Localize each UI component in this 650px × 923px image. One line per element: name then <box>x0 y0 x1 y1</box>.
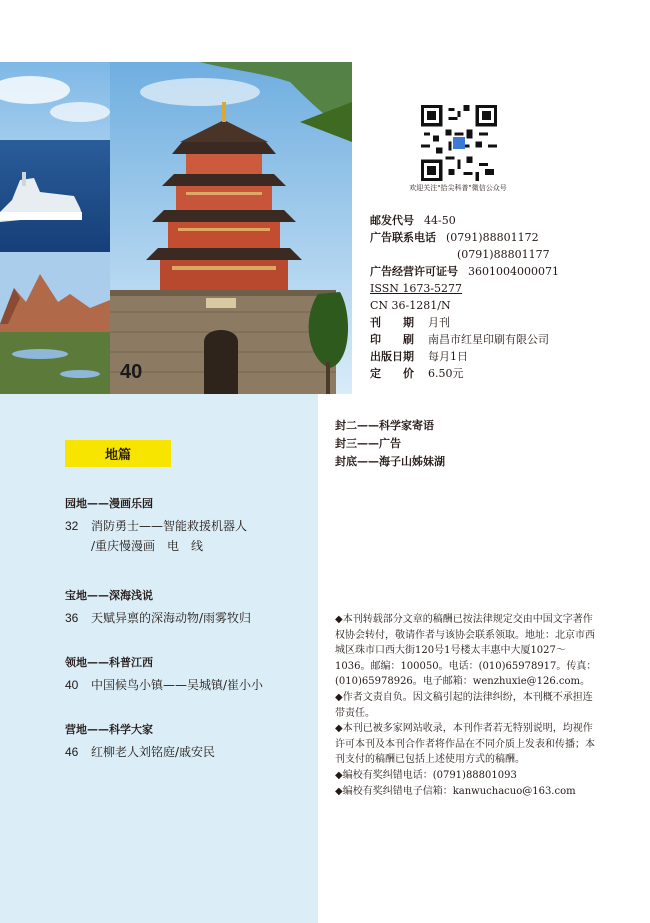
info-value: CN 36-1281/N <box>370 299 451 312</box>
info-value: (0791)88801177 <box>457 248 550 261</box>
info-value: 6.50元 <box>428 367 464 380</box>
info-value: 每月1日 <box>428 350 468 363</box>
cover-note: 封三——广告 <box>335 437 401 450</box>
note-paragraph: ◆编校有奖纠错电子信箱：kanwuchacuo@163.com <box>335 785 576 797</box>
info-label: 刊 期 <box>370 316 414 329</box>
info-row <box>370 229 559 246</box>
info-row <box>370 212 559 229</box>
info-row <box>370 297 559 314</box>
toc-section <box>65 656 315 695</box>
legal-notes <box>335 612 597 799</box>
info-label: 出版日期 <box>370 350 414 363</box>
section-heading: 宝地——深海浅说 <box>65 589 153 602</box>
info-row <box>370 365 559 382</box>
info-label: 广告联系电话 <box>370 231 436 244</box>
toc-title: 红柳老人刘铭庭/戚安民 <box>91 745 216 759</box>
qr-caption: 欢迎关注"拾尖科普"微信公众号 <box>409 184 507 192</box>
cover-note: 封底——海子山姊妹湖 <box>335 455 445 468</box>
section-heading: 领地——科普江西 <box>65 656 153 669</box>
note-paragraph: ◆编校有奖纠错电话：(0791)88801093 <box>335 769 517 781</box>
toc-page-number: 36 <box>65 611 79 625</box>
info-row <box>370 263 559 280</box>
toc-page-number: 32 <box>65 519 79 533</box>
category-badge: 地篇 <box>65 440 171 467</box>
toc-entry[interactable] <box>65 675 315 695</box>
toc-title: 天赋异禀的深海动物/雨雾牧归 <box>91 611 252 625</box>
info-value: 44-50 <box>424 214 456 227</box>
toc-section <box>65 497 315 556</box>
info-label: 邮发代号 <box>370 214 414 227</box>
info-row <box>370 314 559 331</box>
publication-info <box>370 212 559 382</box>
info-label: 印 刷 <box>370 333 414 346</box>
note-paragraph: ◆本刊转载部分文章的稿酬已按法律规定交由中国文字著作权协会转付，敬请作者与该协会联系领取。地址：北京市西城区珠市口西大街120号1号楼太丰惠中大厦1027～1036。邮编：100050。电话：(010)65978917。传真：(010)65978926。电子邮箱：wenzhuxie@126.com。 <box>335 614 597 688</box>
info-value: 南昌市红星印刷有限公司 <box>428 333 549 346</box>
cover-photo-collage <box>0 62 352 394</box>
toc-page-number: 46 <box>65 745 79 759</box>
toc-entry[interactable] <box>65 516 315 536</box>
info-row <box>370 280 559 297</box>
info-value: 3601004000071 <box>468 265 559 278</box>
info-row <box>370 348 559 365</box>
toc-title: 消防勇士——智能救援机器人 <box>91 519 248 533</box>
cover-note: 封二——科学家寄语 <box>335 419 434 432</box>
info-value: (0791)88801172 <box>446 231 539 244</box>
toc-entry[interactable] <box>65 608 315 628</box>
note-paragraph: ◆作者文责自负。因文稿引起的法律纠纷，本刊概不承担连带责任。 <box>335 691 593 719</box>
info-row <box>370 246 559 263</box>
toc-section <box>65 589 315 628</box>
toc-section <box>65 723 315 762</box>
cover-notes <box>335 417 445 471</box>
info-value: 月刊 <box>428 316 450 329</box>
toc-page-number: 40 <box>65 678 79 692</box>
section-heading: 营地——科学大家 <box>65 723 153 736</box>
qr-code-icon <box>421 105 497 181</box>
info-row <box>370 331 559 348</box>
note-paragraph: ◆本刊已被多家网站收录，本刊作者若无特别说明，均视作许可本刊及本刊合作者将作品在不同介质上发表和传播；本刊支付的稿酬已包括上述使用方式的稿酬。 <box>335 723 595 766</box>
info-label: 定 价 <box>370 367 414 380</box>
toc-author: /重庆慢漫画 电 线 <box>91 539 204 553</box>
info-label: 广告经营许可证号 <box>370 265 458 278</box>
toc-entry[interactable] <box>65 742 315 762</box>
section-heading: 园地——漫画乐园 <box>65 497 153 510</box>
toc-title: 中国候鸟小镇——吴城镇/崔小小 <box>91 678 264 692</box>
info-value: ISSN 1673-5277 <box>370 282 463 295</box>
page-number: 40 <box>120 361 143 383</box>
